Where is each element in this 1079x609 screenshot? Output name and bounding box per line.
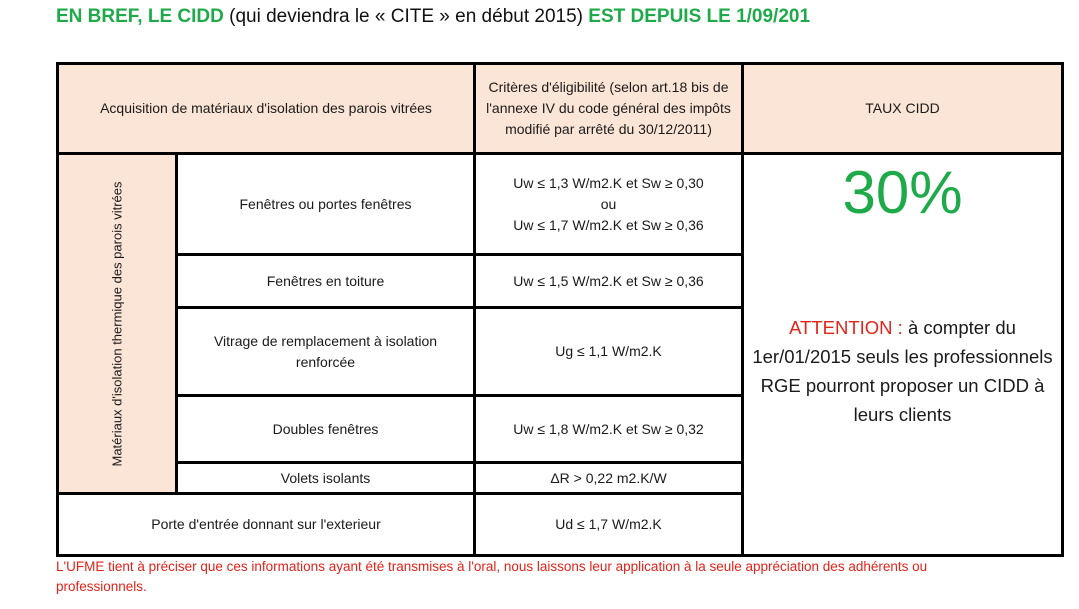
criteria-line-1: Uw ≤ 1,3 W/m2.K et Sw ≥ 0,30 xyxy=(513,174,704,191)
row-item-double-windows: Doubles fenêtres xyxy=(177,396,475,463)
category-cell xyxy=(58,154,177,494)
row-criteria-entry-door: Ud ≤ 1,7 W/m2.K xyxy=(475,494,743,556)
headline-part-2: (qui deviendra le « CITE » en début 2015) xyxy=(223,6,589,27)
rate-value: 30% xyxy=(842,159,963,226)
headline xyxy=(56,6,810,28)
criteria-line-2: Uw ≤ 1,7 W/m2.K et Sw ≥ 0,36 xyxy=(513,216,704,233)
rate-cell xyxy=(743,154,1063,556)
footnote: L'UFME tient à préciser que ces informations ayant été transmises à l'oral, nous laissons leur application à la seule appréciation des adhérents ou professionnels. xyxy=(56,559,928,594)
header-rate: TAUX CIDD xyxy=(743,64,1063,154)
row-criteria-roof-windows: Uw ≤ 1,5 W/m2.K et Sw ≥ 0,36 xyxy=(475,255,743,308)
attention-label: ATTENTION : xyxy=(789,317,903,338)
category-label: Matériaux d'isolation thermique des parois vitrées xyxy=(109,181,125,467)
attention-text: à compter du 1er/01/2015 seuls les professionnels RGE pourront proposer un CIDD à leurs clients xyxy=(752,317,1053,425)
row-item-replacement-glazing: Vitrage de remplacement à isolation renforcée xyxy=(177,308,475,396)
row-item-shutters: Volets isolants xyxy=(177,463,475,494)
row-criteria-double-windows: Uw ≤ 1,8 W/m2.K et Sw ≥ 0,32 xyxy=(475,396,743,463)
header-criteria: Critères d'éligibilité (selon art.18 bis de l'annexe IV du code général des impôts modifié par arrêté du 30/12/2011) xyxy=(475,64,743,154)
row-item-entry-door: Porte d'entrée donnant sur l'exterieur xyxy=(58,494,475,556)
row-criteria-shutters: ΔR > 0,22 m2.K/W xyxy=(475,463,743,494)
attention-note xyxy=(744,313,1061,429)
row-criteria-replacement-glazing: Ug ≤ 1,1 W/m2.K xyxy=(475,308,743,396)
header-acquisition: Acquisition de matériaux d'isolation des parois vitrées xyxy=(58,64,475,154)
headline-part-3: EST DEPUIS LE 1/09/201 xyxy=(588,6,811,27)
headline-part-1: EN BREF, LE CIDD xyxy=(56,6,224,27)
criteria-line-or: ou xyxy=(600,195,617,212)
row-item-roof-windows: Fenêtres en toiture xyxy=(177,255,475,308)
row-item-windows: Fenêtres ou portes fenêtres xyxy=(177,154,475,255)
row-criteria-windows xyxy=(475,154,743,255)
cidd-table xyxy=(56,62,1064,557)
